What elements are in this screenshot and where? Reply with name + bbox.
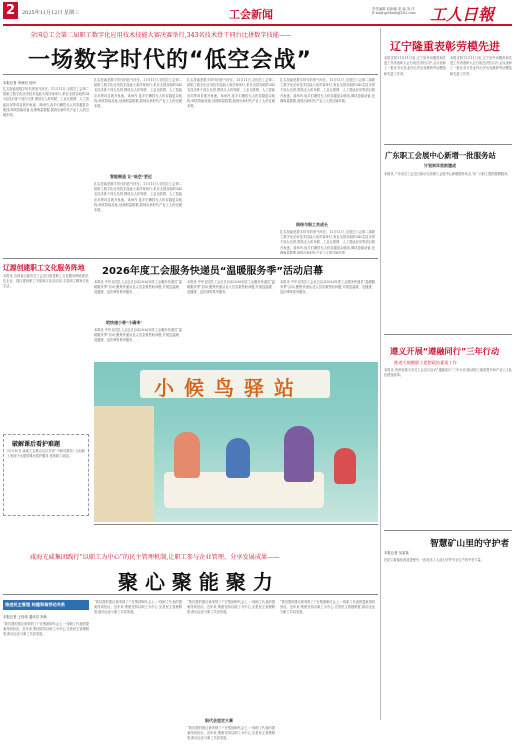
bottom-body-col2: “我们提的建议被采纳了!”在集团职代会上,一线职工代表的提案得到回应。近年来,集团坚持以职工为中心,完善民主管理制度,推动企业与职工共同发展。 [94, 600, 182, 615]
bottom-box-title: 推进民主管理 构建和谐劳动关系 [5, 602, 66, 607]
left-story-box [3, 434, 89, 516]
left-story-body: 本报讯 吉林省辽源市总工会近日推进职工文化服务阵地建设,在企业、园区建设职工书屋和文化活动室,丰富职工精神文化生活。 [3, 274, 89, 289]
right-story1-headline: 辽宁隆重表彰劳模先进 [390, 40, 500, 53]
bottom-subhead: 职代会里定大事 [205, 718, 233, 723]
photo-person-3 [284, 426, 314, 482]
photo-kids-station [94, 362, 378, 522]
bottom-headline-rule [3, 594, 378, 595]
bottom-headline: 聚 心 聚 能 聚 力 [118, 570, 273, 594]
middle-body-col1: 本报讯 中华全国总工会近日启动2026年度工会服务快递员“温暖服务季”活动,聚焦快递从业人员急难愁盼问题,开展送温暖、送健康、送法律等系列服务。 [94, 280, 182, 295]
middle-headline: 2026年度工会服务快递员“温暖服务季”活动启幕 [102, 266, 323, 277]
right-story1-body-a: 本报沈阳11月11日电 辽宁省劳动模范和先进工作者表彰大会日前在沈阳召开,会议表彰了一批在各行各业作出突出贡献的劳动模范和先进工作者。 [384, 56, 446, 76]
lead-byline: 本报记者 李润钊 田珂 [3, 81, 36, 85]
bottom-byline: 本报记者 王伟伟 通讯员 李新 [3, 615, 47, 619]
right-column-divider [380, 28, 381, 720]
middle-body-col1b: 本报讯 中华全国总工会近日启动2026年度工会服务快递员“温暖服务季”活动,聚焦快递从业人员急难愁盼问题,开展送温暖、送健康、送法律等系列服务。 [94, 328, 182, 343]
right-bottom-headline: 遵义开展“遵融同行”三年行动 [390, 346, 500, 356]
right-bottom2-headline: 智慧矿山里的守护者 [430, 539, 510, 549]
lead-body-col3: 扎实技能是数字时代的底气所在。11月11日,全国总工会第二届职工数字化应用技术技能大赛决赛举行,来自全国各地的343名技术骨干同台比拼,围绕无人机驾驶、工业互联网、人工智能应用等项目展开角逐。赛场内,选手们操控无人机穿越复杂航线,调试智能设备,处理海量数据,展现出新时代产业工人的过硬本领。 [187, 78, 275, 109]
middle-body-col3: 本报讯 中华全国总工会近日启动2026年度工会服务快递员“温暖服务季”活动,聚焦快递从业人员急难愁盼问题,开展送温暖、送健康、送法律等系列服务。 [280, 280, 375, 295]
bottom-body-col4: “我们提的建议被采纳了!”在集团职代会上,一线职工代表的提案得到回应。近年来,集团坚持以职工为中心,完善民主管理制度,推动企业与职工共同发展。 [280, 600, 375, 615]
middle-subhead-1: 给快递小哥“小确幸” [106, 320, 143, 325]
middle-body-col2: 本报讯 中华全国总工会近日启动2026年度工会服务快递员“温暖服务季”活动,聚焦快递从业人员急难愁盼问题,开展送温暖、送健康、送法律等系列服务。 [187, 280, 275, 295]
bottom-body-col1: “我们提的建议被采纳了!”在集团职代会上,一线职工代表的提案得到回应。近年来,集团坚持以职工为中心,完善民主管理制度,推动企业与职工共同发展。 [3, 622, 89, 637]
lead-body-col2: 扎实技能是数字时代的底气所在。11月11日,全国总工会第二届职工数字化应用技术技能大赛决赛举行,来自全国各地的343名技术骨干同台比拼,围绕无人机驾驶、工业互联网、人工智能应用等项目展开角逐。赛场内,选手们操控无人机穿越复杂航线,调试智能设备,处理海量数据,展现出新时代产业工人的过硬本领。 [94, 78, 182, 109]
left-story-headline: 辽源创建职工文化服务阵地 [3, 264, 85, 272]
bottom-body-col3b: “我们提的建议被采纳了!”在集团职代会上,一线职工代表的提案得到回应。近年来,集团坚持以职工为中心,完善民主管理制度,推动企业与职工共同发展。 [187, 726, 275, 741]
right-story2-rule [384, 334, 512, 335]
photo-sign-text: 小候鸟驿站 [154, 376, 304, 400]
right-story1-body-b: 本报沈阳11月11日电 辽宁省劳动模范和先进工作者表彰大会日前在沈阳召开,会议表彰了一批在各行各业作出突出贡献的劳动模范和先进工作者。 [450, 56, 512, 76]
lead-body-col1: 扎实技能是数字时代的底气所在。11月11日,全国总工会第二届职工数字化应用技术技能大赛决赛举行,来自全国各地的343名技术骨干同台比拼,围绕无人机驾驶、工业互联网、人工智能应用等项目展开角逐。赛场内,选手们操控无人机穿越复杂航线,调试智能设备,处理海量数据,展现出新时代产业工人的过硬本领。 [3, 87, 89, 118]
right-story1-rule [384, 144, 512, 145]
bottom-body-col3: “我们提的建议被采纳了!”在集团职代会上,一线职工代表的提案得到回应。近年来,集团坚持以职工为中心,完善民主管理制度,推动企业与职工共同发展。 [187, 600, 275, 615]
bottom-kicker: 咸海光威集团践行“以职工为中心”的民主管理机制,让职工参与企业管理、分享发展成果—— [30, 554, 280, 561]
photo-person-1 [174, 432, 200, 478]
left-box-title: 破解课后看护难题 [12, 441, 61, 448]
page-number: 2 [5, 3, 16, 18]
issue-date: 2025年11月12日 星期三 [22, 10, 80, 16]
left-story-rule [3, 258, 378, 259]
lead-body-col4: 扎实技能是数字时代的底气所在。11月11日,全国总工会第二届职工数字化应用技术技能大赛决赛举行,来自全国各地的343名技术骨干同台比拼,围绕无人机驾驶、工业互联网、人工智能应用等项目展开角逐。赛场内,选手们操控无人机穿越复杂航线,调试智能设备,处理海量数据,展现出新时代产业工人的过硬本领。 [280, 78, 375, 103]
page-number-badge [3, 2, 18, 19]
left-box-body: 11月10日,某地工会联合社区开设“小候鸟驿站”,为双职工家庭子女提供课后看护服务,受到职工欢迎。 [7, 449, 85, 459]
lead-body-col2b: 扎实技能是数字时代的底气所在。11月11日,全国总工会第二届职工数字化应用技术技能大赛决赛举行,来自全国各地的343名技术骨干同台比拼,围绕无人机驾驶、工业互联网、人工智能应用等项目展开角逐。赛场内,选手们操控无人机穿越复杂航线,调试智能设备,处理海量数据,展现出新时代产业工人的过硬本领。 [94, 182, 182, 213]
section-title: 工会新闻 [229, 8, 273, 21]
masthead-rule [3, 24, 512, 26]
right-story2-subhead: 计划到年底前建成 [424, 163, 456, 168]
lead-kicker: 全国总工会第二届职工数字化应用技术技能大赛决赛举行,343名技术骨干同台比拼数字技能—— [30, 32, 292, 39]
right-bottom2-byline: 本报记者 吴某某 [384, 551, 409, 555]
photo-person-4 [334, 448, 356, 484]
paper-logo: 工人日報 [430, 5, 495, 24]
photo-person-2 [226, 438, 250, 478]
lead-headline: 一场数字时代的“低空会战” [28, 48, 312, 73]
masthead [0, 0, 515, 26]
right-bottom2-body: 在矿山智能化改造进程中,一批技术工人成为守护安全生产的中坚力量。 [384, 558, 484, 562]
bottom-box-title-band [3, 600, 89, 610]
right-bottom-subhead: 推进大规模职工思想政治素质工作 [394, 360, 457, 365]
editor-email: E-mail:grrbszb@163.com [372, 11, 416, 15]
right-story2-headline: 广东职工会展中心新增一批服务站 [385, 151, 496, 160]
lead-body-col4b: 扎实技能是数字时代的底气所在。11月11日,全国总工会第二届职工数字化应用技术技能大赛决赛举行,来自全国各地的343名技术骨干同台比拼,围绕无人机驾驶、工业互联网、人工智能应用等项目展开角逐。赛场内,选手们操控无人机穿越复杂航线,调试智能设备,处理海量数据,展现出新时代产业工人的过硬本领。 [280, 230, 375, 254]
lead-subhead-1: 智能制造 让“低空”更近 [110, 174, 152, 179]
right-bottom-body: 本报讯 贵州省遵义市总工会近日启动“遵融同行”三年行动,推动职工素质提升和产业工人队伍建设改革。 [384, 368, 512, 378]
right-bottom-rule [384, 530, 512, 531]
lead-subhead-2: 网络与职工共成长 [296, 222, 328, 227]
photo-shelf [94, 406, 154, 522]
photo-sign-board [140, 370, 330, 398]
right-story2-body: 本报讯 广东省总工会近日推动全省职工会展中心新增服务站点,为广大职工提供便捷服务。 [384, 172, 511, 176]
bottom-story-rule [94, 524, 378, 525]
lead-rule [3, 74, 378, 75]
editor-contacts: 责任编辑 赵新鹏 美 编 刘 洋 [372, 7, 415, 11]
